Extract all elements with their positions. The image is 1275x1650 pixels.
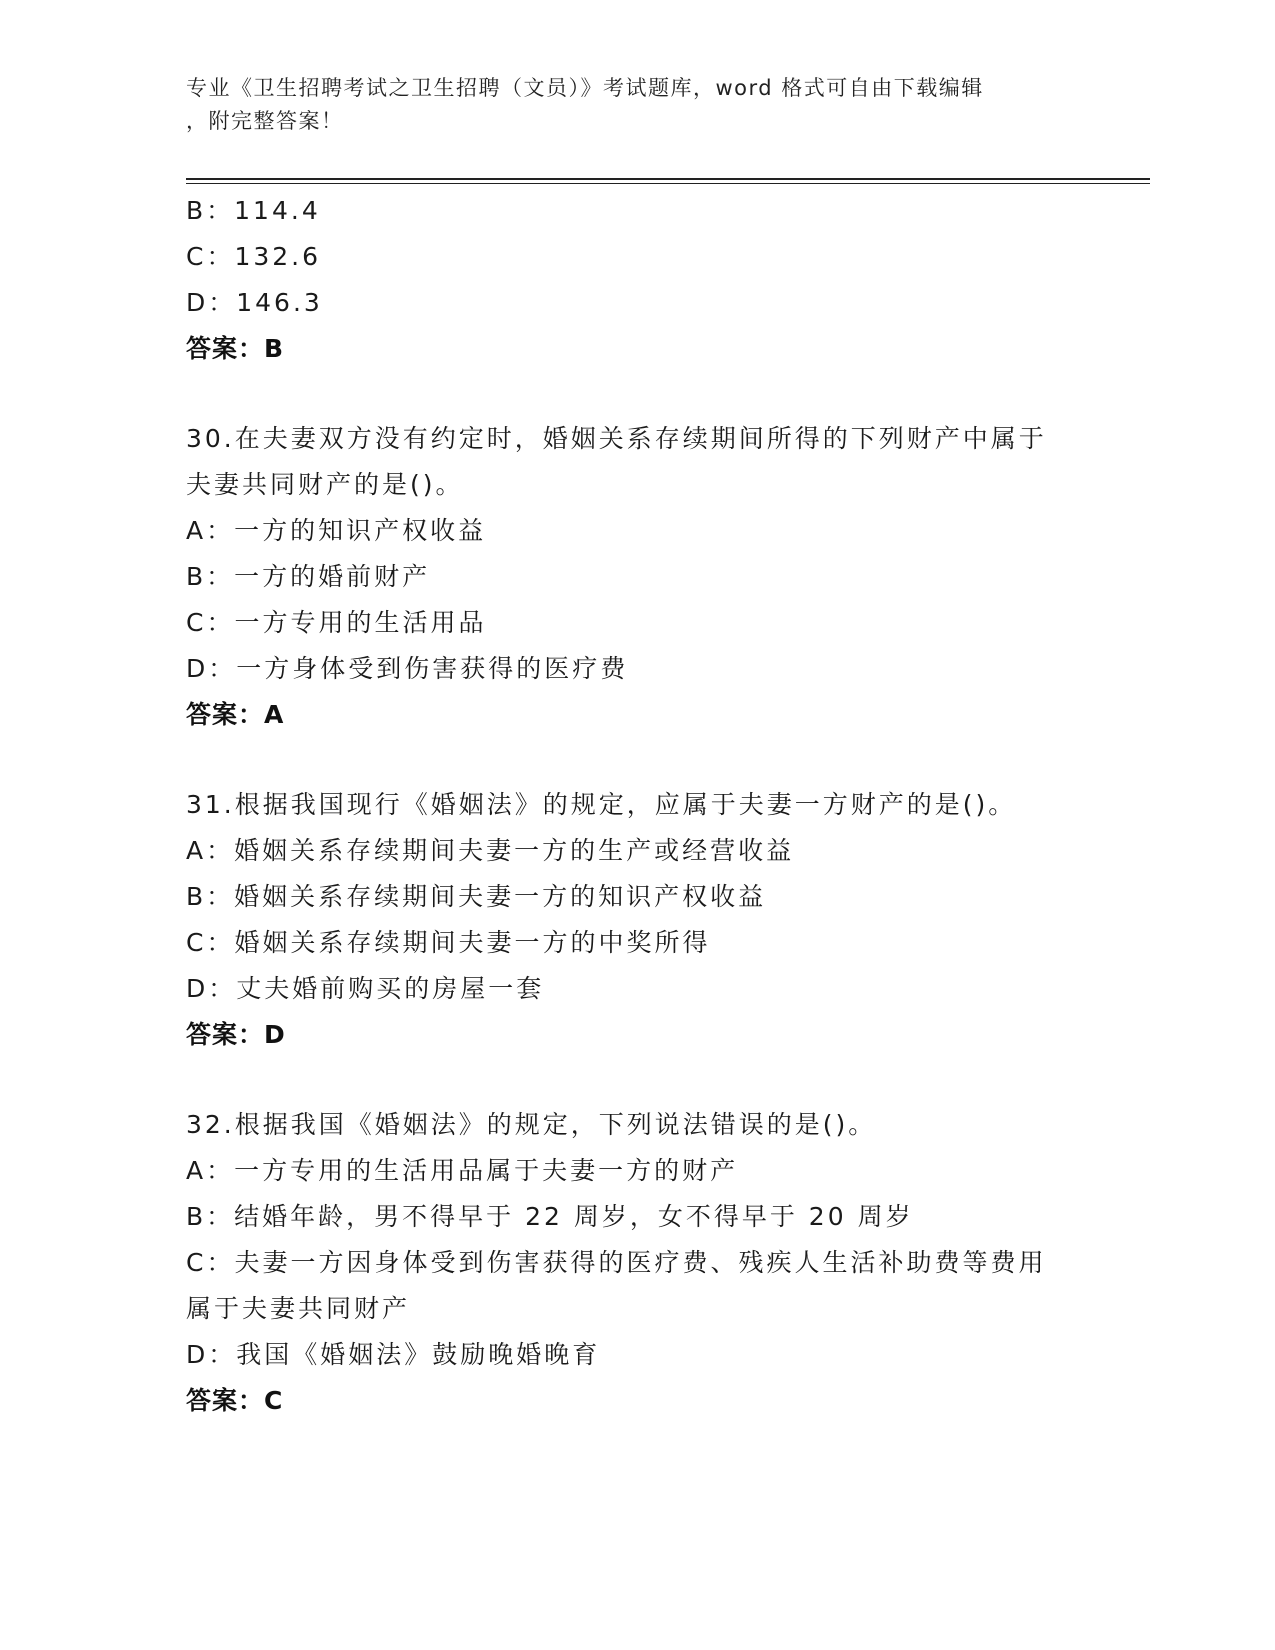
answer-line: 答案：B [186, 334, 285, 363]
option-c: C：一方专用的生活用品 [186, 608, 487, 637]
option-b: B：结婚年龄，男不得早于 22 周岁，女不得早于 20 周岁 [186, 1202, 914, 1231]
answer-line: 答案：A [186, 700, 285, 729]
question-stem: 30.在夫妻双方没有约定时，婚姻关系存续期间所得的下列财产中属于 [186, 424, 1047, 453]
answer-line: 答案：D [186, 1020, 286, 1049]
question-block-30 [186, 416, 1086, 738]
question-stem: 31.根据我国现行《婚姻法》的规定，应属于夫妻一方财产的是()。 [186, 790, 1017, 819]
option-a: A：一方的知识产权收益 [186, 516, 487, 545]
header-divider-thick [186, 178, 1150, 180]
option-a: A：婚姻关系存续期间夫妻一方的生产或经营收益 [186, 836, 795, 865]
option-c: C：夫妻一方因身体受到伤害获得的医疗费、残疾人生活补助费等费用 [186, 1248, 1047, 1277]
option-d: D：一方身体受到伤害获得的医疗费 [186, 654, 629, 683]
question-stem: 32.根据我国《婚姻法》的规定，下列说法错误的是()。 [186, 1110, 877, 1139]
header-line-1: 专业《卫生招聘考试之卫生招聘（文员）》考试题库，word 格式可自由下载编辑 [186, 76, 984, 100]
option-c: C：婚姻关系存续期间夫妻一方的中奖所得 [186, 928, 711, 957]
question-list [186, 188, 1086, 1424]
header-line-2: ，附完整答案！ [186, 109, 344, 133]
option-d: D：丈夫婚前购买的房屋一套 [186, 974, 545, 1003]
header-divider-thin [186, 183, 1150, 184]
option-d: D：我国《婚姻法》鼓励晚婚晚育 [186, 1340, 601, 1369]
option-b: B：婚姻关系存续期间夫妻一方的知识产权收益 [186, 882, 767, 911]
page-header [186, 72, 1066, 138]
question-block-prev [186, 188, 1086, 372]
question-block-31 [186, 782, 1086, 1058]
option-c: C：132.6 [186, 242, 322, 271]
option-a: A：一方专用的生活用品属于夫妻一方的财产 [186, 1156, 739, 1185]
answer-line: 答案：C [186, 1386, 284, 1415]
question-block-32 [186, 1102, 1086, 1424]
question-stem: 夫妻共同财产的是()。 [186, 470, 464, 499]
option-b: B：一方的婚前财产 [186, 562, 431, 591]
option-c-continued: 属于夫妻共同财产 [186, 1294, 411, 1323]
option-d: D：146.3 [186, 288, 323, 317]
option-b: B：114.4 [186, 196, 321, 225]
